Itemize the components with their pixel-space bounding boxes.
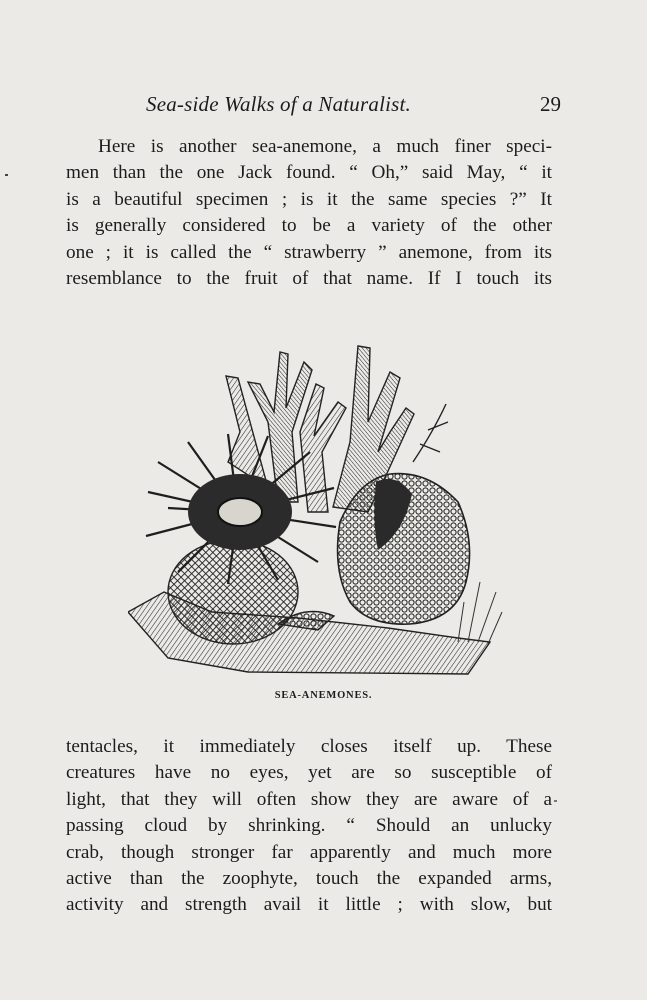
text-line: one ; it is called the “ strawberry ” anemone, from its <box>66 241 552 263</box>
text-line: is a beautiful specimen ; is it the same species ?” It <box>66 188 552 210</box>
text-line: activity and strength avail it little ; with slow, but <box>66 894 552 916</box>
running-head <box>66 92 561 120</box>
paragraph-before-figure <box>66 134 552 292</box>
running-title: Sea-side Walks of a Naturalist. <box>146 92 412 116</box>
text-line: tentacles, it immediately closes itself up. These <box>66 736 552 757</box>
margin-mark <box>5 174 8 176</box>
paragraph-after-figure <box>66 734 552 919</box>
sea-anemones-engraving <box>128 312 508 682</box>
text-line: light, that they will often show they are aware of a <box>66 788 552 810</box>
grass <box>458 582 502 644</box>
page-number: 29 <box>540 92 561 116</box>
text-line: passing cloud by shrinking. “ Should an unlucky <box>66 815 552 837</box>
text-line: is generally considered to be a variety of the other <box>66 215 552 237</box>
figure-caption: SEA-ANEMONES. <box>274 690 373 701</box>
strawberry-anemone <box>338 474 470 625</box>
margin-mark <box>554 800 557 802</box>
text-line: resemblance to the fruit of that name. If I touch its <box>66 267 552 289</box>
text-line: creatures have no eyes, yet are so susceptible of <box>66 762 552 784</box>
text-line: men than the one Jack found. “ Oh,” said May, “ it <box>66 162 552 184</box>
text-line: crab, though stronger far apparently and much more <box>66 841 552 863</box>
text-line: Here is another sea-anemone, a much finer speci- <box>98 136 552 157</box>
text-line: active than the zoophyte, touch the expanded arms, <box>66 867 552 889</box>
